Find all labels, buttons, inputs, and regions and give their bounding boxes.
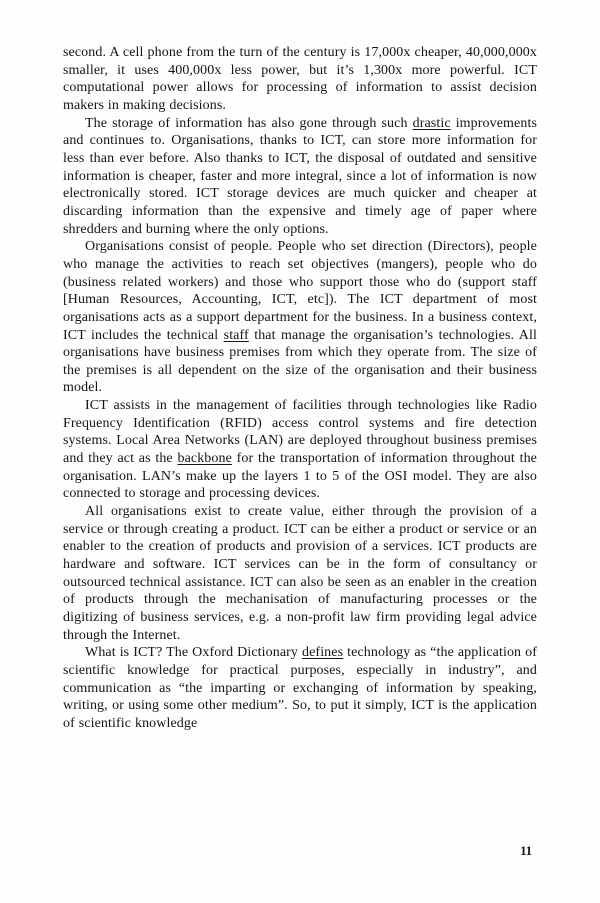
text-segment: Organisations consist of people. People who set direction (Directors), people who manage the activities to reach set objectives (mangers), people who do (business related workers) and those who support those who do (support staff [Human Resources, Accounting, ICT, etc]). The ICT department of most organisations acts as a support department for the business. In a business context, ICT includes the technical (63, 239, 537, 343)
paragraph (63, 503, 537, 644)
text-segment: The storage of information has also gone through such (85, 115, 413, 131)
underlined-term: backbone (177, 451, 232, 467)
page-text (63, 44, 537, 733)
page-number: 11 (520, 844, 532, 858)
text-segment: second. A cell phone from the turn of the century is 17,000x cheaper, 40,000,000x smaller, it uses 400,000x less power, but it’s 1,300x more powerful. ICT computational power allows for processing of information to assist decision makers in making decisions. (63, 45, 537, 113)
underlined-term: staff (223, 327, 249, 343)
paragraph (63, 115, 537, 239)
text-segment: What is ICT? The Oxford Dictionary (85, 645, 303, 661)
paragraph (63, 397, 537, 503)
text-segment: for the transportation of information throughout the organisation. LAN’s make up the layers 1 to 5 of the OSI model. They are also connected to storage and processing devices. (63, 451, 537, 502)
text-segment: improvements and continues to. Organisations, thanks to ICT, can store more information for less than ever before. Also thanks to ICT, the disposal of outdated and sensitive information is cheaper, faster and more integral, since a lot of information is now electronically stored. ICT storage devices are much quicker and cheaper at discarding information than the expensive and timely age of paper where shredders and burning where the only options. (63, 115, 537, 237)
text-segment: that manage the organisation’s technologies. All organisations have business premises from which they operate from. The size of the premises is all dependent on the size of the organisation and their business model. (63, 327, 537, 396)
underlined-term: drastic (412, 115, 451, 131)
underlined-term: defines (302, 645, 344, 661)
paragraph (63, 644, 537, 732)
text-segment: technology as “the application of scientific knowledge for practical purposes, especially in industry”, and communication as “the imparting or exchanging of information by speaking, writing, or using some other medium”. So, to put it simply, ICT is the application of scientific knowledge (63, 645, 537, 731)
paragraph (63, 44, 537, 115)
text-segment: All organisations exist to create value, either through the provision of a service or through creating a product. ICT can be either a product or service or an enabler to the creation of products and provision of a services. ICT products are hardware and software. ICT services can be in the form of consultancy or outsourced technical assistance. ICT can also be seen as an enabler in the creation of products through the mechanisation of manufacturing processes or the digitizing of business services, e.g. a non-profit law firm providing legal advice through the Internet. (63, 504, 537, 643)
paragraph (63, 238, 537, 397)
text-segment: ICT assists in the management of facilities through technologies like Radio Frequency Identification (RFID) access control systems and fire detection systems. Local Area Networks (LAN) are deployed throughout business premises and they act as the (63, 398, 537, 467)
